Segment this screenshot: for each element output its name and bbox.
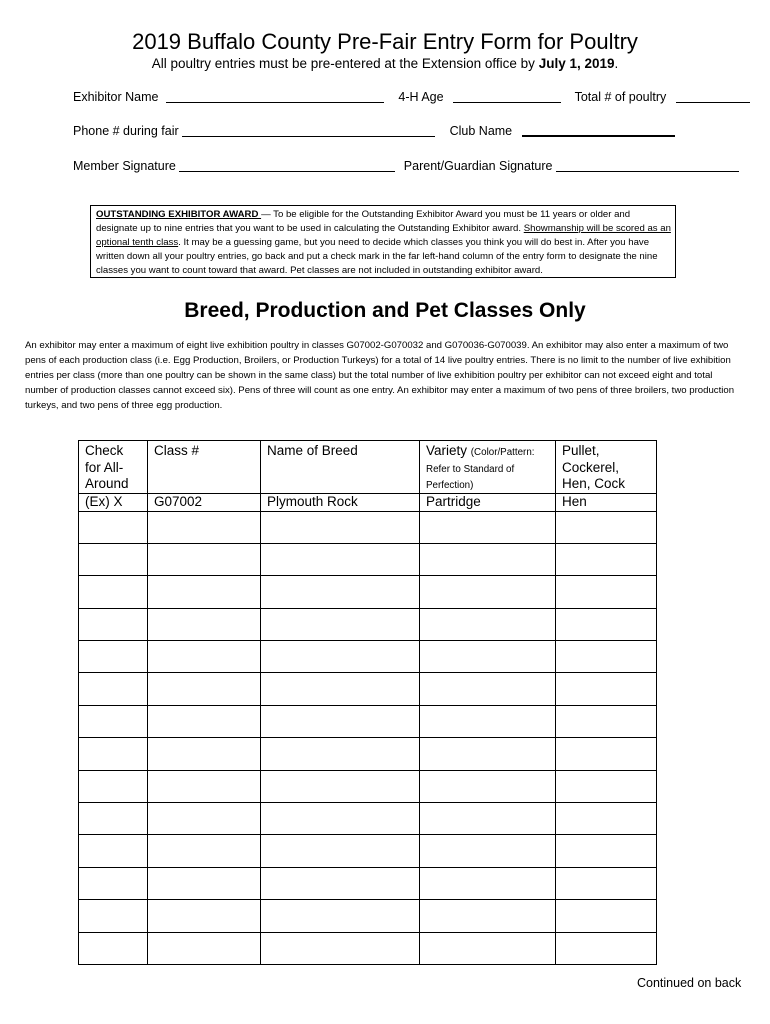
member-signature-label: Member Signature bbox=[73, 159, 176, 173]
total-poultry-label: Total # of poultry bbox=[574, 90, 667, 104]
entry-cell-sex[interactable] bbox=[556, 867, 657, 899]
age-field[interactable] bbox=[453, 90, 561, 103]
entry-row bbox=[79, 770, 657, 802]
entry-cell-class[interactable] bbox=[148, 705, 261, 737]
example-class-value: G07002 bbox=[154, 493, 203, 509]
example-breed bbox=[261, 493, 420, 511]
entry-cell-check[interactable] bbox=[79, 576, 148, 608]
entry-row bbox=[79, 900, 657, 932]
entry-row bbox=[79, 738, 657, 770]
section-heading: Breed, Production and Pet Classes Only bbox=[184, 299, 586, 322]
entry-cell-breed[interactable] bbox=[261, 803, 420, 835]
entry-cell-sex[interactable] bbox=[556, 738, 657, 770]
entry-cell-class[interactable] bbox=[148, 900, 261, 932]
header-variety-label: Variety bbox=[426, 443, 468, 458]
member-signature-field[interactable] bbox=[179, 159, 395, 172]
example-row bbox=[79, 493, 657, 511]
entry-cell-breed[interactable] bbox=[261, 608, 420, 640]
subtitle-text: All poultry entries must be pre-entered at the Extension office by bbox=[151, 56, 539, 71]
entry-row bbox=[79, 803, 657, 835]
header-sex-label: Pullet, Cockerel, Hen, Cock bbox=[562, 443, 626, 491]
entry-row bbox=[79, 511, 657, 543]
entry-cell-check[interactable] bbox=[79, 511, 148, 543]
phone-field[interactable] bbox=[182, 124, 435, 137]
entry-row bbox=[79, 641, 657, 673]
exhibitor-name-field[interactable] bbox=[166, 90, 384, 103]
entry-cell-sex[interactable] bbox=[556, 803, 657, 835]
entry-cell-breed[interactable] bbox=[261, 900, 420, 932]
award-text: — To be eligible for the Outstanding Exhibitor Award you must be 11 years or older and designate up to nine entries that you want to be used in calculating the Outstanding Exhibitor award. bbox=[96, 209, 631, 234]
entry-cell-class[interactable] bbox=[148, 738, 261, 770]
entry-cell-breed[interactable] bbox=[261, 932, 420, 964]
entry-cell-check[interactable] bbox=[79, 900, 148, 932]
entry-cell-breed[interactable] bbox=[261, 867, 420, 899]
form-title: 2019 Buffalo County Pre-Fair Entry Form for Poultry bbox=[132, 29, 638, 54]
entry-cell-breed[interactable] bbox=[261, 705, 420, 737]
entry-cell-sex[interactable] bbox=[556, 576, 657, 608]
blank-entry-rows bbox=[79, 511, 657, 964]
header-class bbox=[148, 441, 261, 494]
exhibitor-row bbox=[73, 89, 750, 105]
continued-note: Continued on back bbox=[637, 976, 742, 990]
header-check bbox=[79, 441, 148, 494]
header-class-label: Class # bbox=[154, 443, 200, 458]
entry-cell-variety[interactable] bbox=[420, 673, 556, 705]
entry-cell-variety[interactable] bbox=[420, 738, 556, 770]
entry-cell-class[interactable] bbox=[148, 511, 261, 543]
entry-cell-check[interactable] bbox=[79, 738, 148, 770]
entry-rules: An exhibitor may enter a maximum of eight live exhibition poultry in classes G07002-G070032 and G070036-G070039. An exhibitor may also enter a maximum of two pens of each production class (i.e. Egg Production, Broilers, or Production Turkeys) for a total of 14 live poultry entries. There is no limit to the number of live exhibition entries per class (more than one poultry can be shown in the same class) but the total number of live exhibition poultry per exhibitor can not exceed eight and total number of production classes cannot exceed six). Pens of three will count as one entry. An exhibitor may enter a maximum of two pens of three broilers, two production turkeys, and two pens of three egg production. bbox=[25, 340, 735, 411]
phone-label: Phone # during fair bbox=[73, 124, 179, 138]
entry-row bbox=[79, 576, 657, 608]
table-header-row bbox=[79, 441, 657, 494]
phone-row bbox=[73, 123, 675, 139]
entry-row bbox=[79, 867, 657, 899]
parent-signature-label: Parent/Guardian Signature bbox=[403, 159, 553, 173]
entry-cell-variety[interactable] bbox=[420, 803, 556, 835]
entry-cell-variety[interactable] bbox=[420, 835, 556, 867]
entry-cell-check[interactable] bbox=[79, 803, 148, 835]
entry-cell-breed[interactable] bbox=[261, 673, 420, 705]
entry-cell-variety[interactable] bbox=[420, 932, 556, 964]
deadline-date: July 1, 2019 bbox=[538, 56, 615, 71]
form-subtitle bbox=[0, 55, 770, 72]
award-heading: OUTSTANDING EXHIBITOR AWARD bbox=[96, 209, 262, 220]
entry-cell-variety[interactable] bbox=[420, 608, 556, 640]
entry-cell-class[interactable] bbox=[148, 770, 261, 802]
entry-cell-breed[interactable] bbox=[261, 738, 420, 770]
header-variety-note: (Color/Pattern: Refer to Standard of Perfection) bbox=[426, 447, 535, 491]
entry-cell-sex[interactable] bbox=[556, 932, 657, 964]
entry-row bbox=[79, 835, 657, 867]
entry-cell-class[interactable] bbox=[148, 608, 261, 640]
header-breed-label: Name of Breed bbox=[267, 443, 358, 458]
entry-cell-sex[interactable] bbox=[556, 705, 657, 737]
entry-cell-check[interactable] bbox=[79, 543, 148, 575]
age-label: 4-H Age bbox=[398, 90, 444, 104]
entry-cell-variety[interactable] bbox=[420, 770, 556, 802]
entry-cell-class[interactable] bbox=[148, 932, 261, 964]
signature-row bbox=[73, 158, 739, 174]
entry-cell-check[interactable] bbox=[79, 835, 148, 867]
club-name-field[interactable] bbox=[522, 123, 675, 137]
entry-cell-check[interactable] bbox=[79, 641, 148, 673]
entry-cell-variety[interactable] bbox=[420, 900, 556, 932]
entry-cell-sex[interactable] bbox=[556, 770, 657, 802]
entry-cell-breed[interactable] bbox=[261, 511, 420, 543]
entry-cell-class[interactable] bbox=[148, 641, 261, 673]
entry-row bbox=[79, 543, 657, 575]
example-check bbox=[79, 493, 148, 511]
example-variety-value: Partridge bbox=[426, 493, 481, 509]
example-class bbox=[148, 493, 261, 511]
example-breed-value: Plymouth Rock bbox=[267, 493, 358, 509]
entry-row bbox=[79, 608, 657, 640]
club-name-label: Club Name bbox=[449, 124, 513, 138]
entry-cell-breed[interactable] bbox=[261, 770, 420, 802]
entry-table bbox=[78, 440, 657, 965]
entry-cell-sex[interactable] bbox=[556, 673, 657, 705]
entry-cell-check[interactable] bbox=[79, 770, 148, 802]
entry-cell-check[interactable] bbox=[79, 673, 148, 705]
entry-cell-class[interactable] bbox=[148, 867, 261, 899]
entry-cell-sex[interactable] bbox=[556, 900, 657, 932]
entry-cell-variety[interactable] bbox=[420, 511, 556, 543]
award-text-continued: . It may be a guessing game, but you need to decide which classes you think you will do best in. After you have written down all your poultry entries, go back and put a check mark in the far left-hand column of the entry form to designate the nine classes you want to count toward that award. Pet classes are not included in outstanding exhibitor award. bbox=[96, 236, 658, 276]
parent-signature-field[interactable] bbox=[556, 159, 739, 172]
exhibitor-name-label: Exhibitor Name bbox=[73, 90, 159, 104]
subtitle-period: . bbox=[614, 56, 619, 71]
header-variety bbox=[420, 441, 556, 494]
entry-cell-check[interactable] bbox=[79, 932, 148, 964]
entry-cell-class[interactable] bbox=[148, 835, 261, 867]
entry-cell-class[interactable] bbox=[148, 576, 261, 608]
entry-cell-breed[interactable] bbox=[261, 641, 420, 673]
example-sex bbox=[556, 493, 657, 511]
entry-cell-breed[interactable] bbox=[261, 576, 420, 608]
entry-cell-class[interactable] bbox=[148, 543, 261, 575]
entry-cell-check[interactable] bbox=[79, 608, 148, 640]
header-check-label: Check for All-Around bbox=[85, 443, 129, 491]
entry-cell-check[interactable] bbox=[79, 705, 148, 737]
header-breed bbox=[261, 441, 420, 494]
outstanding-exhibitor-award-box bbox=[90, 205, 676, 278]
entry-cell-variety[interactable] bbox=[420, 867, 556, 899]
entry-cell-variety[interactable] bbox=[420, 641, 556, 673]
example-variety bbox=[420, 493, 556, 511]
entry-cell-variety[interactable] bbox=[420, 705, 556, 737]
entry-cell-variety[interactable] bbox=[420, 543, 556, 575]
award-showmanship-note: Showmanship will be scored as an optional tenth class bbox=[96, 222, 671, 248]
entry-cell-sex[interactable] bbox=[556, 608, 657, 640]
entry-cell-class[interactable] bbox=[148, 803, 261, 835]
entry-cell-check[interactable] bbox=[79, 867, 148, 899]
entry-cell-class[interactable] bbox=[148, 673, 261, 705]
entry-cell-breed[interactable] bbox=[261, 543, 420, 575]
entry-row bbox=[79, 705, 657, 737]
total-poultry-field[interactable] bbox=[676, 90, 750, 103]
entry-cell-variety[interactable] bbox=[420, 576, 556, 608]
entry-row bbox=[79, 932, 657, 964]
entry-row bbox=[79, 673, 657, 705]
entry-cell-sex[interactable] bbox=[556, 511, 657, 543]
example-check-value: (Ex) X bbox=[85, 493, 123, 509]
entry-cell-sex[interactable] bbox=[556, 641, 657, 673]
header-sex bbox=[556, 441, 657, 494]
entry-cell-sex[interactable] bbox=[556, 835, 657, 867]
example-sex-value: Hen bbox=[562, 493, 587, 509]
entry-cell-breed[interactable] bbox=[261, 835, 420, 867]
entry-cell-sex[interactable] bbox=[556, 543, 657, 575]
